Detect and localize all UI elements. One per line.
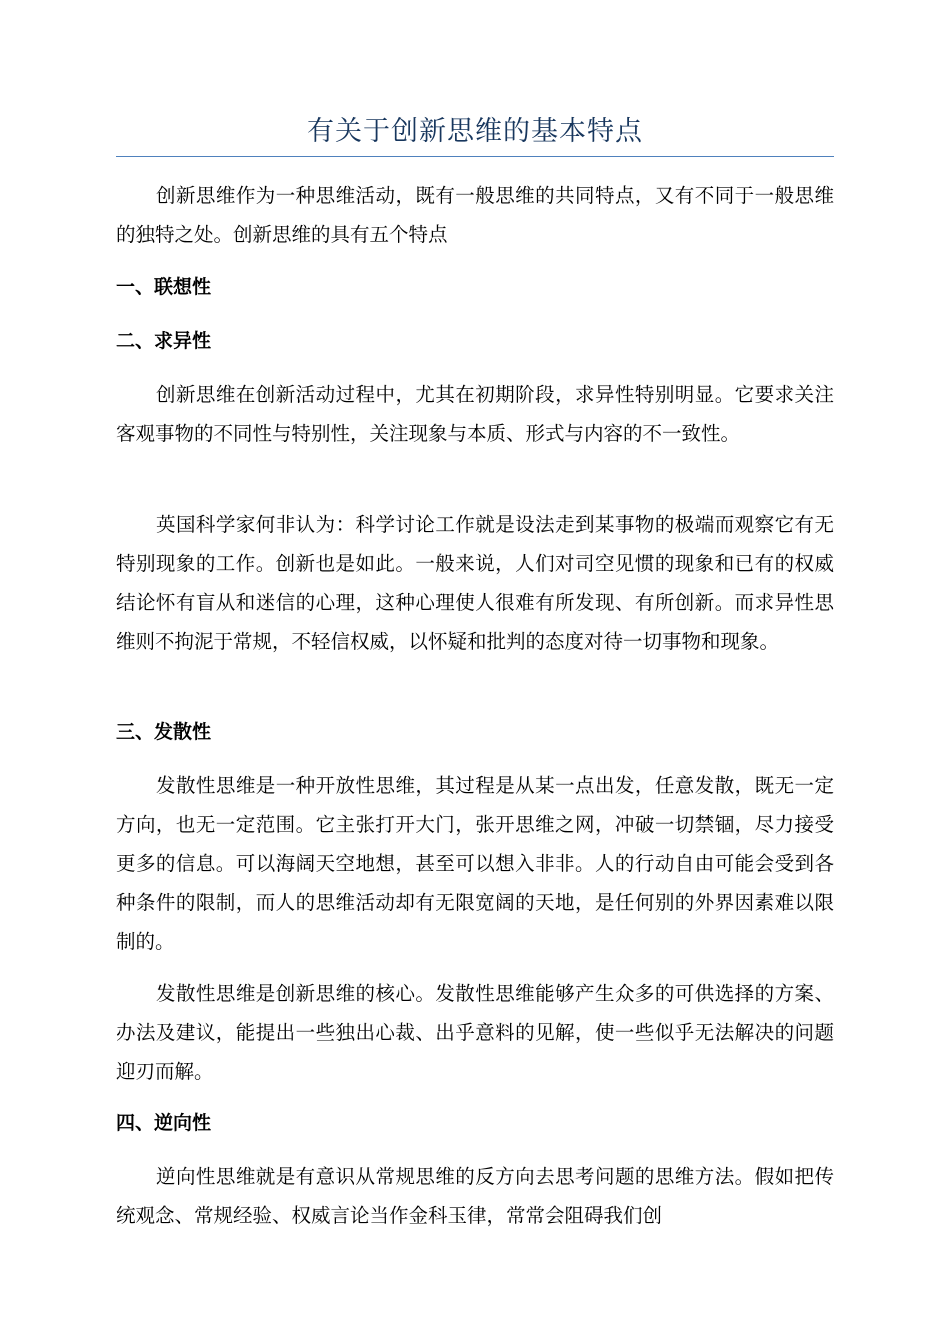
section-heading: 一、联想性 (116, 276, 212, 298)
section-heading: 四、逆向性 (116, 1112, 212, 1134)
body-paragraph: 逆向性思维就是有意识从常规思维的反方向去思考问题的思维方法。假如把传统观念、常规经验、权威言论当作金科玉律，常常会阻碍我们创 (116, 1165, 834, 1227)
body-paragraph: 英国科学家何非认为：科学讨论工作就是设法走到某事物的极端而观察它有无特别现象的工作。创新也是如此。一般来说，人们对司空见惯的现象和已有的权威结论怀有盲从和迷信的心理，这种心理使人很难有所发现、有所创新。而求异性思维则不拘泥于常规，不轻信权威，以怀疑和批判的态度对待一切事物和现象。 (116, 513, 834, 653)
document-title: 有关于创新思维的基本特点 (307, 116, 643, 147)
section-1 (116, 272, 834, 302)
body-paragraph: 发散性思维是创新思维的核心。发散性思维能够产生众多的可供选择的方案、办法及建议，能提出一些独出心裁、出乎意料的见解，使一些似乎无法解决的问题迎刃而解。 (116, 982, 834, 1083)
section-2-paragraph-2 (116, 505, 834, 661)
title-block (116, 112, 834, 157)
body-paragraph: 创新思维在创新活动过程中，尤其在初期阶段，求异性特别明显。它要求关注客观事物的不同性与特别性，关注现象与本质、形式与内容的不一致性。 (116, 383, 834, 445)
body-paragraph: 发散性思维是一种开放性思维，其过程是从某一点出发，任意发散，既无一定方向，也无一定范围。它主张打开大门，张开思维之网，冲破一切禁锢，尽力接受更多的信息。可以海阔天空地想，甚至可以想入非非。人的行动自由可能会受到各种条件的限制，而人的思维活动却有无限宽阔的天地，是任何别的外界因素难以限制的。 (116, 774, 834, 953)
section-2-paragraph-1 (116, 375, 834, 453)
section-3-paragraph-2 (116, 974, 834, 1091)
section-heading: 二、求异性 (116, 330, 212, 352)
intro-block (116, 176, 834, 254)
section-3-paragraph-1 (116, 766, 834, 961)
section-2 (116, 326, 834, 356)
intro-paragraph: 创新思维作为一种思维活动，既有一般思维的共同特点，又有不同于一般思维的独特之处。创新思维的具有五个特点 (116, 184, 834, 246)
section-4 (116, 1108, 834, 1138)
section-4-paragraph-1 (116, 1157, 834, 1235)
section-heading: 三、发散性 (116, 721, 212, 743)
section-3 (116, 717, 834, 747)
